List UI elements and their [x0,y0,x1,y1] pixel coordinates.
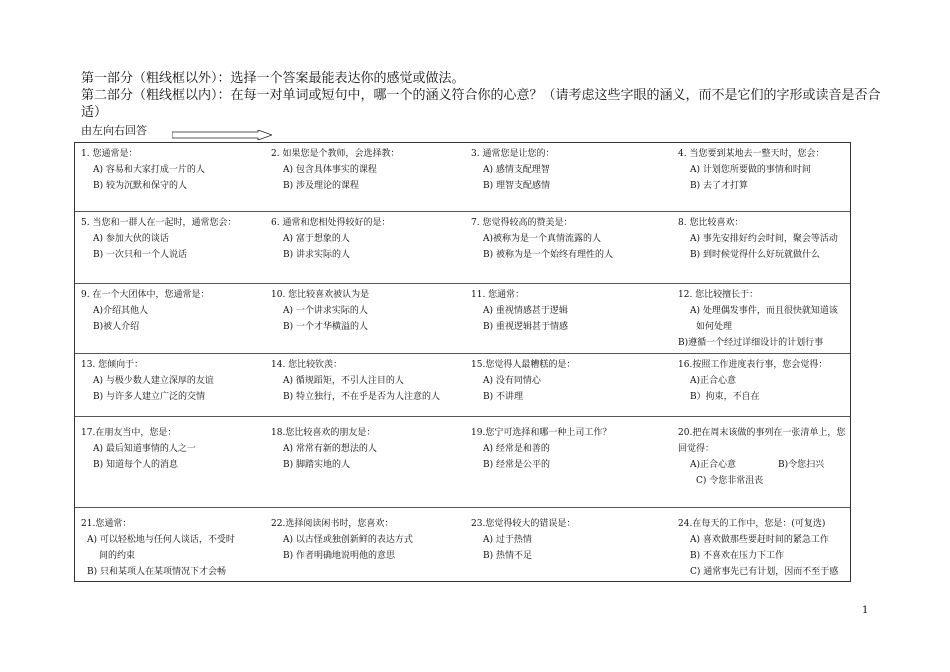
option-a-continued: 如何处理 [696,322,733,332]
question-cell [75,417,265,508]
question-cell [75,354,265,417]
question-text: 11. 您通常： [471,290,525,300]
question-row [75,283,850,354]
option-a[interactable]: A) 过于热情 [483,535,532,545]
question-text: 18.您比较喜欢的朋友是： [271,428,376,438]
question-text: 24.在每天的工作中，您是：(可复选) [678,519,826,529]
option-a[interactable]: A) 感情支配理智 [483,165,550,175]
question-cell [265,354,465,417]
question-cell [75,212,265,284]
question-cell [465,143,672,211]
option-b[interactable]: B) 到时候觉得什么好玩就做什么 [690,250,820,260]
question-row [75,211,850,284]
option-a-continued: 间的约束 [99,551,136,561]
question-text: 19.您宁可选择和哪一种上司工作？ [471,428,612,438]
question-text: 4. 当您要到某地去一整天时，您会： [678,149,825,159]
question-cell [265,212,465,284]
option-a[interactable]: A) 容易和大家打成一片的人 [93,165,205,175]
option-b[interactable]: B) 只和某项人在某项情况下才会畅 [87,567,226,577]
option-a-b-line [678,457,846,473]
question-text: 7. 您觉得较高的赞美是： [471,218,573,228]
option-a[interactable]: A) 事先安排好约会时间，聚会等活动 [690,234,838,244]
option-b[interactable]: B) 一次只和一个人说话 [93,250,187,260]
page-number: 1 [862,605,869,616]
question-cell [672,284,850,354]
option-a[interactable]: A) 循规蹈矩，不引人注目的人 [283,376,404,386]
question-cell [465,508,672,582]
question-text: 16.按照工作进度表行事，您会觉得： [678,360,828,370]
question-text: 9. 在一个大团体中，您通常是： [81,290,210,300]
option-b[interactable]: B) 脚踏实地的人 [283,460,350,470]
question-cell [265,143,465,211]
option-b[interactable]: B)令您扫兴 [778,460,825,470]
option-b[interactable]: B)遵循一个经过详细设计的计划行事 [678,338,824,348]
option-a[interactable]: A) 经常是和善的 [483,444,550,454]
option-a[interactable]: A) 常常有新的想法的人 [283,444,377,454]
question-text: 14. 您比较钦羡： [271,360,343,370]
option-b[interactable]: B)被人介绍 [93,322,140,332]
option-a[interactable]: A) 与极少数人建立深厚的友谊 [93,376,214,386]
option-b[interactable]: B) 涉及理论的课程 [283,181,359,191]
question-text: 21.您通常： [81,519,132,529]
answer-direction: 由左向右回答 [81,124,147,137]
option-a[interactable]: A) 参加大伙的谈话 [93,234,169,244]
option-b[interactable]: B) 较为沉默和保守的人 [93,181,187,191]
question-text: 20.把在周末该做的事列在一张清单上，您回觉得： [678,428,846,454]
question-cell [465,284,672,354]
part-two-instruction: 第二部分（粗线框以内）：在每一对单词或短句中，哪一个的涵义符合你的心意？（请考虑这些字眼的涵义，而不是它们的字形或读音是否合适） [81,88,881,120]
option-a[interactable]: A) 富于想象的人 [283,234,350,244]
instructions [81,70,881,121]
option-b[interactable]: B) 一个才华横溢的人 [283,322,368,332]
option-b[interactable]: B）拘束，不自在 [690,392,760,402]
question-cell [672,354,850,417]
option-a[interactable]: A) 没有同情心 [483,376,541,386]
question-cell [465,212,672,284]
option-b[interactable]: B) 理智支配感情 [483,181,550,191]
option-a[interactable]: A) 重视情感甚于逻辑 [483,306,568,316]
option-b[interactable]: B) 特立独行，不在乎是否为人注意的人 [283,392,440,402]
question-cell [672,143,850,211]
question-cell [465,417,672,508]
question-cell [75,284,265,354]
question-text: 6. 通常和您相处得较好的是： [271,218,391,228]
question-row [75,507,850,582]
option-a[interactable]: A)被称为是一个真情流露的人 [483,234,602,244]
question-text: 17.在朋友当中，您是： [81,428,177,438]
question-text: 2. 如果您是个教师，会选择教： [271,149,400,159]
option-c[interactable]: C) 令您非常沮丧 [696,476,764,486]
question-text: 3. 通常您是让您的： [471,149,555,159]
option-a[interactable]: A) 最后知道事情的人之一 [93,444,196,454]
part-one-instruction: 第一部分（粗线框以外）：选择一个答案最能表达你的感觉或做法。 [81,71,465,86]
option-a[interactable]: A)正合心意 [690,376,737,386]
option-a[interactable]: A) 可以轻松地与任何人谈话，不受时 [87,535,235,545]
question-cell [265,284,465,354]
question-text: 23.您觉得较大的错误是： [471,519,576,529]
question-row [75,353,850,417]
question-text: 1. 您通常是： [81,149,138,159]
questionnaire-grid [74,142,851,582]
option-a[interactable]: A) 以古怪或独创新鲜的表达方式 [283,535,413,545]
question-text: 10. 您比较喜欢被认为是 [271,290,370,300]
option-a[interactable]: A)正合心意 [690,460,737,470]
option-b[interactable]: B) 去了才打算 [690,181,748,191]
option-b[interactable]: B) 不讲理 [483,392,523,402]
question-cell [265,508,465,582]
option-b[interactable]: B) 与许多人建立广泛的交情 [93,392,205,402]
question-cell [465,354,672,417]
option-b[interactable]: B) 热情不足 [483,551,532,561]
option-a[interactable]: A) 一个讲求实际的人 [283,306,368,316]
question-cell [672,212,850,284]
option-a[interactable]: A) 喜欢做那些要赶时间的紧急工作 [690,535,829,545]
question-row [75,416,850,508]
option-b[interactable]: B) 不喜欢在压力下工作 [690,551,784,561]
question-text: 22.选择阅读闲书时，您喜欢： [271,519,394,529]
option-a[interactable]: A) 处理偶发事件，而且很快就知道该 [690,306,838,316]
question-text: 8. 您比较喜欢： [678,218,744,228]
right-arrow-icon [172,130,272,140]
question-text: 15.您觉得人最糟糕的是： [471,360,576,370]
question-cell [672,508,850,582]
option-b[interactable]: B) 讲求实际的人 [283,250,350,260]
question-cell [672,417,850,508]
option-b[interactable]: B) 作者明确地说明他的意思 [283,551,395,561]
option-b[interactable]: B) 知道每个人的消息 [93,460,178,470]
option-b[interactable]: B) 重视逻辑甚于情感 [483,322,568,332]
question-cell [265,417,465,508]
option-a[interactable]: A)介绍其他人 [93,306,149,316]
option-a[interactable]: A) 计划您所要做的事情和时间 [690,165,811,175]
question-text: 12. 您比较擅长于： [678,290,759,300]
question-row [75,143,850,211]
option-a[interactable]: A) 包含具体事实的课程 [283,165,377,175]
option-b[interactable]: B) 经常是公平的 [483,460,550,470]
option-c[interactable]: C) 通常事先已有计划，因而不至于感 [690,567,839,577]
question-text: 13. 您倾向于： [81,360,144,370]
option-b[interactable]: B) 被称为是一个始终有理性的人 [483,250,613,260]
question-cell [75,143,265,211]
question-cell [75,508,265,582]
question-text: 5. 当您和一群人在一起时，通常您会： [81,218,237,228]
